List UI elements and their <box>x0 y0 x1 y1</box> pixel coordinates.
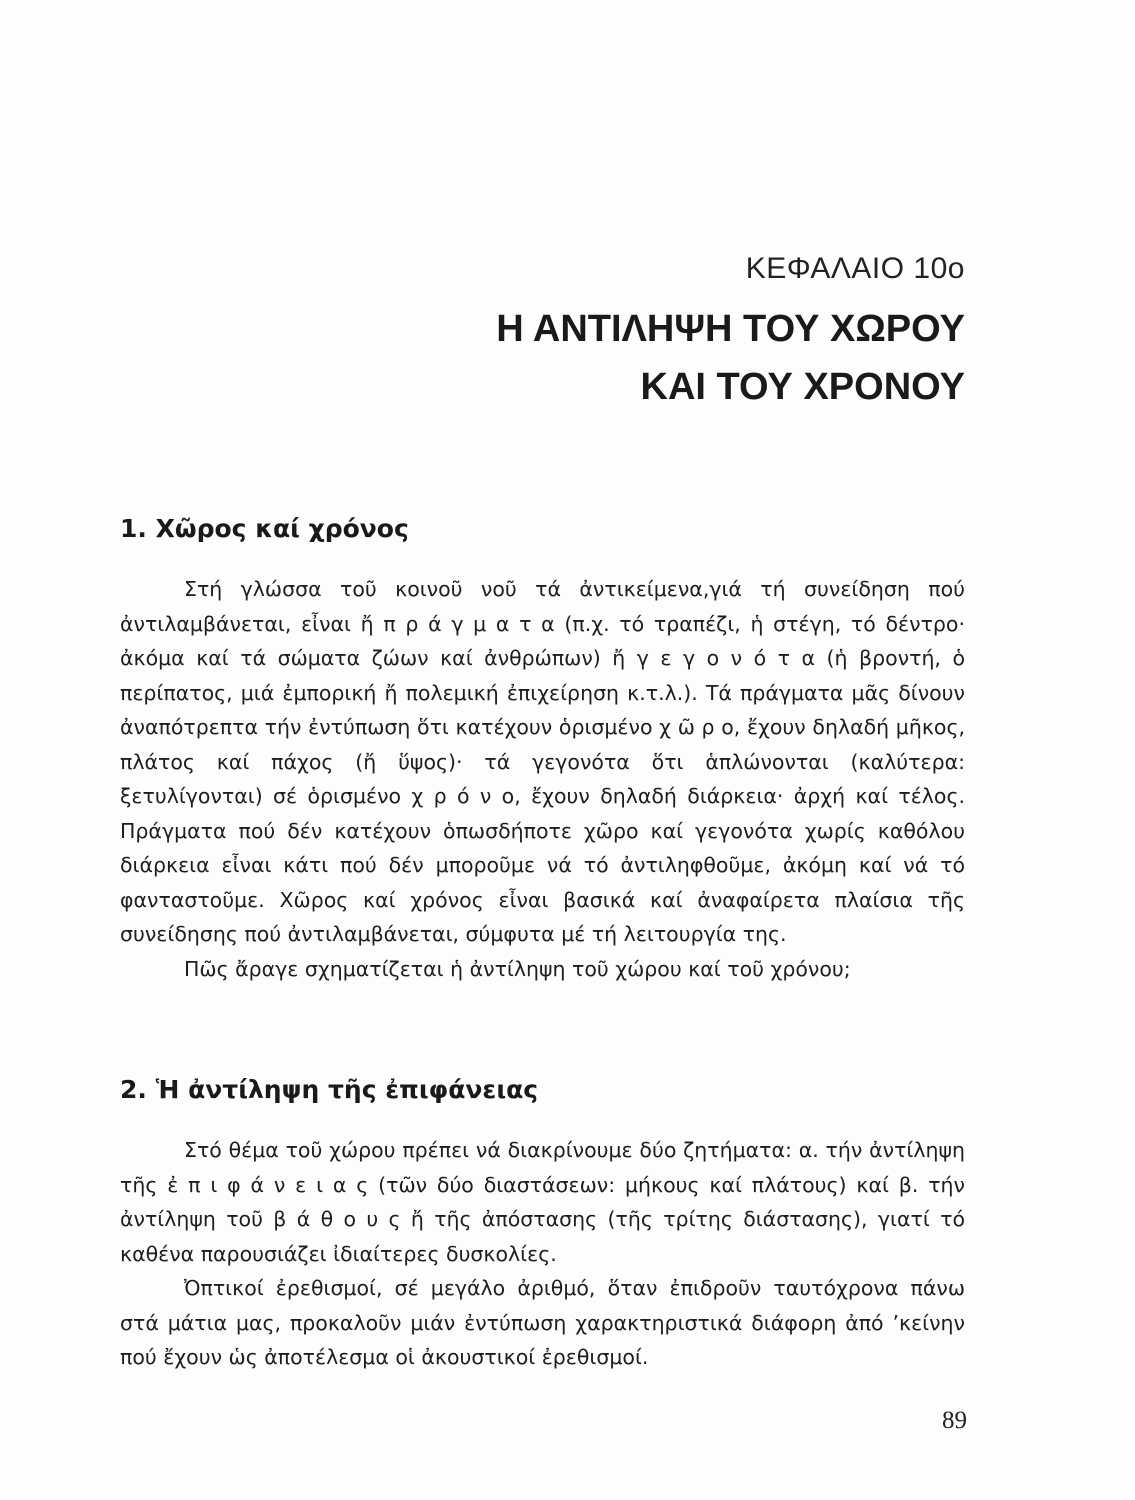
chapter-title-line-2: ΚΑΙ ΤΟΥ ΧΡΟΝΟΥ <box>640 366 965 408</box>
chapter-title <box>165 300 965 416</box>
section-2-heading: 2. Ἡ ἀντίληψη τῆς ἐπιφάνειας <box>120 1075 539 1104</box>
section-1-heading: 1. Χῶρος καί χρόνος <box>120 514 409 543</box>
section-2-paragraph-2: Ὀπτικοί ἐρεθισμοί, σέ μεγάλο ἀριθμό, ὅταν ἐπιδροῦν ταυτόχρονα πάνω στά μάτια μας, προκαλοῦν μιάν ἐντύπωση χαρακτηριστικά διάφορη ἀπό ’κείνην πού ἔχουν ὡς ἀποτέλεσμα οἱ ἀκουστικοί ἐρεθισμοί. <box>120 1276 965 1369</box>
section-1-paragraph-1: Στή γλώσσα τοῦ κοινοῦ νοῦ τά ἀντικείμενα,γιά τή συνείδηση πού ἀντιλαμβάνεται, εἶναι ἤ π ρ ά γ μ α τ α (π.χ. τό τραπέζι, ἡ στέγη, τό δέντρο· ἀκόμα καί τά σώματα ζώων καί ἀνθρώπων) ἤ γ ε γ ο ν ό τ α (ἡ βροντή, ὁ περίπατος, μιά ἐμπορική ἤ πολεμική ἐπιχείρηση κ.τ.λ.). Τά πράγματα μᾶς δίνουν ἀναπότρεπτα τήν ἐντύπωση ὅτι κατέχουν ὁρισμένο χ ῶ ρ ο, ἔχουν δηλαδή μῆκος, πλάτος καί πάχος (ἤ ὕψος)· τά γεγονότα ὅτι ἁπλώνονται (καλύτερα: ξετυλίγονται) σέ ὁρισμένο χ ρ ό ν ο, ἔχουν δηλαδή διάρκεια· ἀρχή καί τέλος. Πράγματα πού δέν κατέχουν ὁπωσδήποτε χῶρο καί γεγονότα χωρίς καθόλου διάρκεια εἶναι κάτι πού δέν μποροῦμε νά τό ἀντιληφθοῦμε, ἀκόμη καί νά τό φανταστοῦμε. Χῶρος καί χρόνος εἶναι βασικά καί ἀναφαίρετα πλαίσια τῆς συνείδησης πού ἀντιλαμβάνεται, σύμφυτα μέ τή λειτουργία της. <box>120 577 965 946</box>
chapter-title-line-1: Η ΑΝΤΙΛΗΨΗ ΤΟΥ ΧΩΡΟΥ <box>496 308 965 350</box>
section-2-paragraph-1: Στό θέμα τοῦ χώρου πρέπει νά διακρίνουμε δύο ζητήματα: α. τήν ἀντίληψη τῆς ἐ π ι φ ά ν ε ι α ς (τῶν δύο διαστάσεων: μήκους καί πλάτους) καί β. τήν ἀντίληψη τοῦ β ά θ ο υ ς ἤ τῆς ἀπόστασης (τῆς τρίτης διάστασης), γιατί τό καθένα παρουσιάζει ἰδιαίτερες δυσκολίες. <box>120 1138 965 1266</box>
page-number: 89 <box>942 1407 967 1434</box>
chapter-label: ΚΕΦΑΛΑΙΟ 10ο <box>745 252 965 285</box>
section-1-paragraph-2: Πῶς ἄραγε σχηματίζεται ἡ ἀντίληψη τοῦ χώρου καί τοῦ χρόνου; <box>184 956 851 981</box>
section-1-body <box>120 572 965 986</box>
section-2-body <box>120 1133 965 1375</box>
